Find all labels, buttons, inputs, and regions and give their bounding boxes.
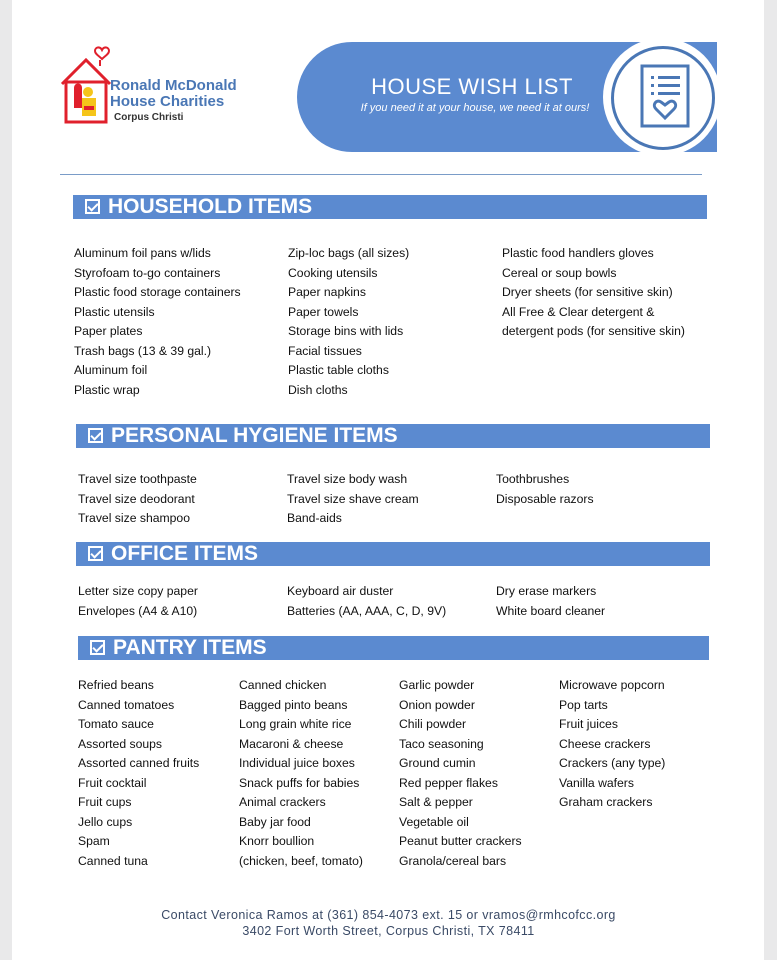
list-item: Cereal or soup bowls	[502, 265, 617, 280]
list-item: Travel size toothpaste	[78, 472, 197, 486]
list-item: Pop tarts	[559, 697, 608, 712]
page-subtitle: If you need it at your house, we need it at ours!	[360, 102, 590, 114]
household-column-3	[502, 244, 685, 342]
list-item: Paper towels	[288, 304, 359, 319]
house-heart-logo-icon	[58, 46, 114, 126]
list-item: Letter size copy paper	[78, 584, 198, 598]
list-item: Baby jar food	[239, 814, 311, 829]
hygiene-column-3	[496, 470, 594, 509]
list-item: Keyboard air duster	[287, 584, 394, 598]
rmhc-logo	[58, 46, 298, 126]
section-header-pantry	[78, 636, 709, 660]
list-item: Travel size deodorant	[78, 491, 195, 506]
list-item: Plastic utensils	[74, 304, 155, 319]
list-item: Taco seasoning	[399, 736, 484, 751]
list-item: Knorr boullion	[239, 834, 315, 848]
list-item: White board cleaner	[496, 603, 606, 618]
list-item: Salt & pepper	[399, 795, 473, 809]
list-item: Dryer sheets (for sensitive skin)	[502, 285, 673, 299]
list-item: Band-aids	[287, 511, 342, 525]
list-item: Fruit juices	[559, 717, 618, 731]
clipboard-heart-icon	[603, 38, 721, 156]
checkbox-icon	[88, 546, 103, 561]
list-item: Cooking utensils	[288, 265, 378, 280]
list-item: Facial tissues	[288, 343, 362, 358]
section-header-office	[76, 542, 710, 566]
section-title: PANTRY ITEMS	[113, 636, 267, 659]
checkbox-icon	[90, 640, 105, 655]
list-item: Dish cloths	[288, 382, 348, 397]
list-item: Disposable razors	[496, 491, 594, 506]
list-item: Fruit cups	[78, 795, 132, 809]
list-item: Ground cumin	[399, 756, 476, 770]
list-item: Paper plates	[74, 324, 143, 338]
header-divider	[60, 174, 702, 175]
list-item: Assorted soups	[78, 736, 163, 751]
pantry-column-2	[239, 676, 363, 871]
list-item: Aluminum foil pans w/lids	[74, 246, 211, 260]
list-item: Styrofoam to-go containers	[74, 265, 221, 280]
section-title: PERSONAL HYGIENE ITEMS	[111, 424, 398, 447]
household-column-1	[74, 244, 241, 400]
section-title: HOUSEHOLD ITEMS	[108, 195, 313, 218]
list-item: Vanilla wafers	[559, 775, 634, 790]
list-item: Cheese crackers	[559, 736, 651, 751]
hygiene-column-2	[287, 470, 419, 529]
list-item: Chili powder	[399, 717, 467, 731]
list-item: Trash bags (13 & 39 gal.)	[74, 343, 212, 358]
list-item: Toothbrushes	[496, 472, 570, 486]
org-name-line2: House Charities	[110, 93, 225, 110]
office-column-3	[496, 582, 605, 621]
list-item: Aluminum foil	[74, 363, 148, 377]
list-item: Dry erase markers	[496, 584, 597, 598]
list-item: Granola/cereal bars	[399, 853, 507, 868]
list-item: Bagged pinto beans	[239, 697, 348, 712]
list-item: (chicken, beef, tomato)	[239, 853, 363, 868]
wishlist-badge	[603, 38, 721, 156]
list-item: Red pepper flakes	[399, 775, 498, 790]
list-item: Refried beans	[78, 678, 154, 692]
list-item: Storage bins with lids	[288, 324, 404, 338]
org-name-line1: Ronald McDonald	[110, 77, 237, 94]
list-item: detergent pods (for sensitive skin)	[502, 324, 685, 338]
list-item: Animal crackers	[239, 795, 326, 809]
list-item: Plastic wrap	[74, 382, 140, 397]
list-item: Zip-loc bags (all sizes)	[288, 246, 410, 260]
list-item: Onion powder	[399, 697, 475, 712]
list-item: Canned chicken	[239, 678, 327, 692]
list-item: Travel size body wash	[287, 472, 408, 486]
section-header-household	[73, 195, 707, 219]
list-item: Assorted canned fruits	[78, 756, 200, 770]
list-item: Paper napkins	[288, 285, 366, 299]
list-item: Graham crackers	[559, 795, 653, 809]
org-location: Corpus Christi	[114, 112, 184, 123]
list-item: Individual juice boxes	[239, 756, 355, 770]
list-item: Plastic table cloths	[288, 363, 389, 377]
footer-address: 3402 Fort Worth Street, Corpus Christi, TX 78411	[242, 924, 535, 938]
pantry-column-3	[399, 676, 522, 871]
office-column-2	[287, 582, 446, 621]
list-item: All Free & Clear detergent &	[502, 304, 655, 319]
hygiene-column-1	[78, 470, 197, 529]
pantry-column-1	[78, 676, 199, 871]
list-item: Peanut butter crackers	[399, 834, 522, 848]
section-header-hygiene	[76, 424, 710, 448]
list-item: Plastic food handlers gloves	[502, 246, 654, 260]
list-item: Garlic powder	[399, 678, 475, 692]
list-item: Crackers (any type)	[559, 756, 666, 770]
list-item: Jello cups	[78, 814, 133, 829]
list-item: Travel size shave cream	[287, 491, 419, 506]
checkbox-icon	[88, 428, 103, 443]
list-item: Tomato sauce	[78, 717, 154, 731]
household-column-2	[288, 244, 409, 400]
pantry-column-4	[559, 676, 665, 813]
list-item: Travel size shampoo	[78, 511, 190, 525]
list-item: Vegetable oil	[399, 814, 469, 829]
list-item: Canned tuna	[78, 853, 148, 868]
checkbox-icon	[85, 199, 100, 214]
list-item: Microwave popcorn	[559, 678, 665, 692]
list-item: Batteries (AA, AAA, C, D, 9V)	[287, 603, 447, 618]
list-item: Macaroni & cheese	[239, 736, 344, 751]
list-item: Long grain white rice	[239, 717, 352, 731]
list-item: Snack puffs for babies	[239, 775, 360, 790]
footer-contact: Contact Veronica Ramos at (361) 854-4073 ext. 15 or vramos@rmhcofcc.org	[161, 908, 616, 922]
list-item: Canned tomatoes	[78, 697, 175, 712]
list-item: Spam	[78, 834, 110, 848]
page-title: HOUSE WISH LIST	[371, 74, 573, 99]
office-column-1	[78, 582, 198, 621]
section-title: OFFICE ITEMS	[111, 542, 258, 565]
list-item: Plastic food storage containers	[74, 285, 241, 299]
list-item: Fruit cocktail	[78, 775, 147, 790]
list-item: Envelopes (A4 & A10)	[78, 603, 198, 618]
